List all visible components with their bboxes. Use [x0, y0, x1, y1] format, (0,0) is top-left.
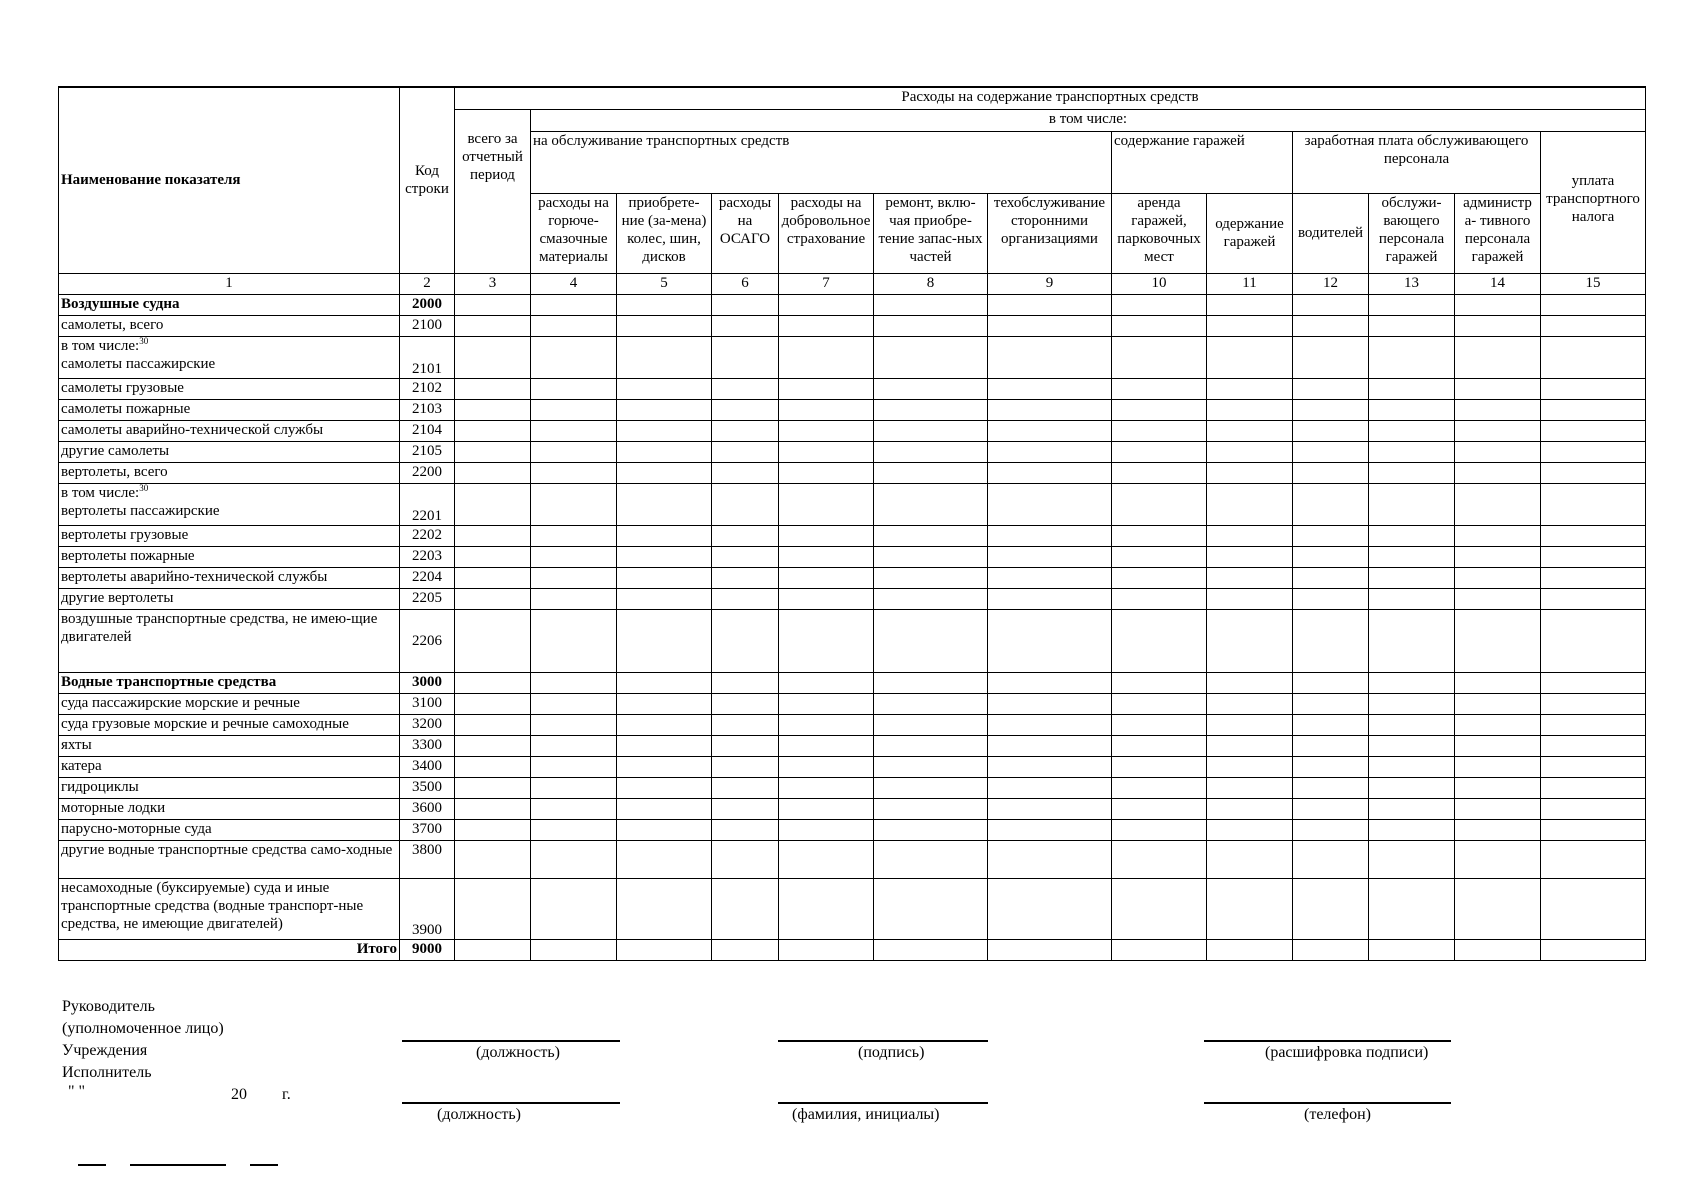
header-osago: расходы на ОСАГО [712, 193, 779, 273]
row-code-cell: 3100 [400, 693, 455, 714]
header-group-garages: содержание гаражей [1112, 131, 1293, 193]
footnote-marker: 30 [139, 483, 149, 493]
row-name: воздушные транспортные средства, не имею-щие двигателей [61, 610, 378, 645]
row-name: самолеты, всего [61, 316, 164, 333]
row-code-cell: 2000 [400, 294, 455, 315]
row-name: самолеты грузовые [61, 379, 184, 396]
header-admin-staff: администр а- тивного персонала гаражей [1455, 193, 1541, 273]
column-number: 9 [988, 273, 1112, 294]
header-garage-upkeep: одержание гаражей [1207, 193, 1293, 273]
row-code-cell: 3600 [400, 798, 455, 819]
row-name: другие водные транспортные средства само-ходные [61, 841, 393, 858]
row-prefix-text: в том числе: [61, 484, 140, 501]
row-code-cell: 2201 [400, 483, 455, 525]
position-line-1 [402, 1040, 620, 1042]
header-group-service: на обслуживание транспортных средств [531, 131, 1112, 193]
column-number: 6 [712, 273, 779, 294]
row-code-cell: 3500 [400, 777, 455, 798]
row-code-cell: 3000 [400, 672, 455, 693]
date-g: г. [282, 1086, 291, 1103]
column-number: 4 [531, 273, 617, 294]
row-name: самолеты пассажирские [61, 355, 216, 372]
signature-caption: (подпись) [858, 1044, 925, 1061]
date-quotes: " " [68, 1083, 86, 1100]
position-caption-1: (должность) [476, 1044, 560, 1061]
row-name: катера [61, 757, 102, 774]
column-number: 10 [1112, 273, 1207, 294]
row-name: суда грузовые морские и речные самоходные [61, 715, 349, 732]
header-expenses-title: Расходы на содержание транспортных средств [455, 87, 1646, 109]
column-number: 2 [400, 273, 455, 294]
header-total-column: всего за отчетный период [455, 109, 531, 273]
date-month-line [130, 1164, 226, 1166]
row-code-cell: 2103 [400, 399, 455, 420]
column-number: 3 [455, 273, 531, 294]
name-caption: (фамилия, инициалы) [792, 1106, 940, 1123]
row-code-cell: 2205 [400, 588, 455, 609]
date-year-line [250, 1164, 278, 1166]
row-code-cell: 2100 [400, 315, 455, 336]
column-number: 1 [59, 273, 400, 294]
row-name: самолеты аварийно-технической службы [61, 421, 324, 438]
phone-caption: (телефон) [1304, 1106, 1371, 1123]
authorized-person-label: (уполномоченное лицо) [62, 1020, 224, 1037]
row-code-cell: 2105 [400, 441, 455, 462]
header-repair: ремонт, вклю-чая приобре-тение запас-ных частей [874, 193, 988, 273]
header-maintenance: техобслуживание сторонними организациями [988, 193, 1112, 273]
row-code-cell: 2206 [400, 609, 455, 672]
column-number: 14 [1455, 273, 1541, 294]
row-name: вертолеты грузовые [61, 526, 189, 543]
row-name: вертолеты пожарные [61, 547, 195, 564]
row-code-cell: 3700 [400, 819, 455, 840]
row-name: вертолеты аварийно-технической службы [61, 568, 328, 585]
row-code-cell: 3900 [400, 878, 455, 939]
row-code-cell: 3400 [400, 756, 455, 777]
header-garage-staff: обслужи-вающего персонала гаражей [1369, 193, 1455, 273]
row-code-cell: 2202 [400, 525, 455, 546]
date-day-line [78, 1164, 106, 1166]
institution-label: Учреждения [62, 1042, 148, 1059]
row-code-cell: 2204 [400, 567, 455, 588]
decoding-caption: (расшифровка подписи) [1265, 1044, 1429, 1061]
row-code-cell: 3800 [400, 840, 455, 878]
header-fuel: расходы на горюче-смазочные материалы [531, 193, 617, 273]
row-name: другие вертолеты [61, 589, 174, 606]
row-code-cell: 2101 [400, 336, 455, 378]
row-name: несамоходные (буксируемые) суда и иные транспортные средства (водные транспорт-ные средства, не имеющие двигателей) [61, 879, 364, 932]
executor-label: Исполнитель [62, 1064, 152, 1081]
column-number: 12 [1293, 273, 1369, 294]
decoding-line [1204, 1040, 1451, 1042]
header-garage-rent: аренда гаражей, парковочных мест [1112, 193, 1207, 273]
header-tires: приобрете-ние (за-мена) колес, шин, дисков [617, 193, 712, 273]
row-name: самолеты пожарные [61, 400, 191, 417]
row-code-cell: 3200 [400, 714, 455, 735]
header-voluntary-insurance: расходы на добровольное страхование [779, 193, 874, 273]
row-code-cell: 2203 [400, 546, 455, 567]
column-number: 8 [874, 273, 988, 294]
header-name-column: Наименование показателя [59, 87, 400, 273]
row-name: другие самолеты [61, 442, 170, 459]
row-code-cell: 2102 [400, 378, 455, 399]
row-code-cell: 3300 [400, 735, 455, 756]
date-year: 20 [231, 1086, 247, 1103]
row-name: парусно-моторные суда [61, 820, 212, 837]
row-name: гидроциклы [61, 778, 139, 795]
column-number: 5 [617, 273, 712, 294]
header-including: в том числе: [531, 109, 1646, 131]
column-number: 11 [1207, 273, 1293, 294]
row-name: вертолеты пассажирские [61, 502, 220, 519]
row-prefix-text: в том числе: [61, 337, 140, 354]
row-code-cell: 2200 [400, 462, 455, 483]
header-group-salary: заработная плата обслуживающего персонала [1293, 131, 1541, 193]
phone-line [1204, 1102, 1451, 1104]
column-number: 13 [1369, 273, 1455, 294]
column-number: 15 [1541, 273, 1646, 294]
head-label: Руководитель [62, 998, 155, 1015]
row-name: суда пассажирские морские и речные [61, 694, 300, 711]
column-number: 7 [779, 273, 874, 294]
footnote-marker: 30 [139, 336, 149, 346]
row-name: вертолеты, всего [61, 463, 168, 480]
row-name: Воздушные судна [61, 295, 180, 312]
row-name: моторные лодки [61, 799, 166, 816]
name-line [778, 1102, 988, 1104]
row-name: Водные транспортные средства [61, 673, 277, 690]
header-drivers: водителей [1293, 193, 1369, 273]
header-tax-column: уплата транспортного налога [1541, 131, 1646, 273]
row-name: яхты [61, 736, 92, 753]
header-code-column: Код строки [400, 87, 455, 273]
signature-line [778, 1040, 988, 1042]
row-name: Итого [356, 940, 397, 957]
position-line-2 [402, 1102, 620, 1104]
row-code-cell: 9000 [400, 939, 455, 960]
row-code-cell: 2104 [400, 420, 455, 441]
position-caption-2: (должность) [437, 1106, 521, 1123]
